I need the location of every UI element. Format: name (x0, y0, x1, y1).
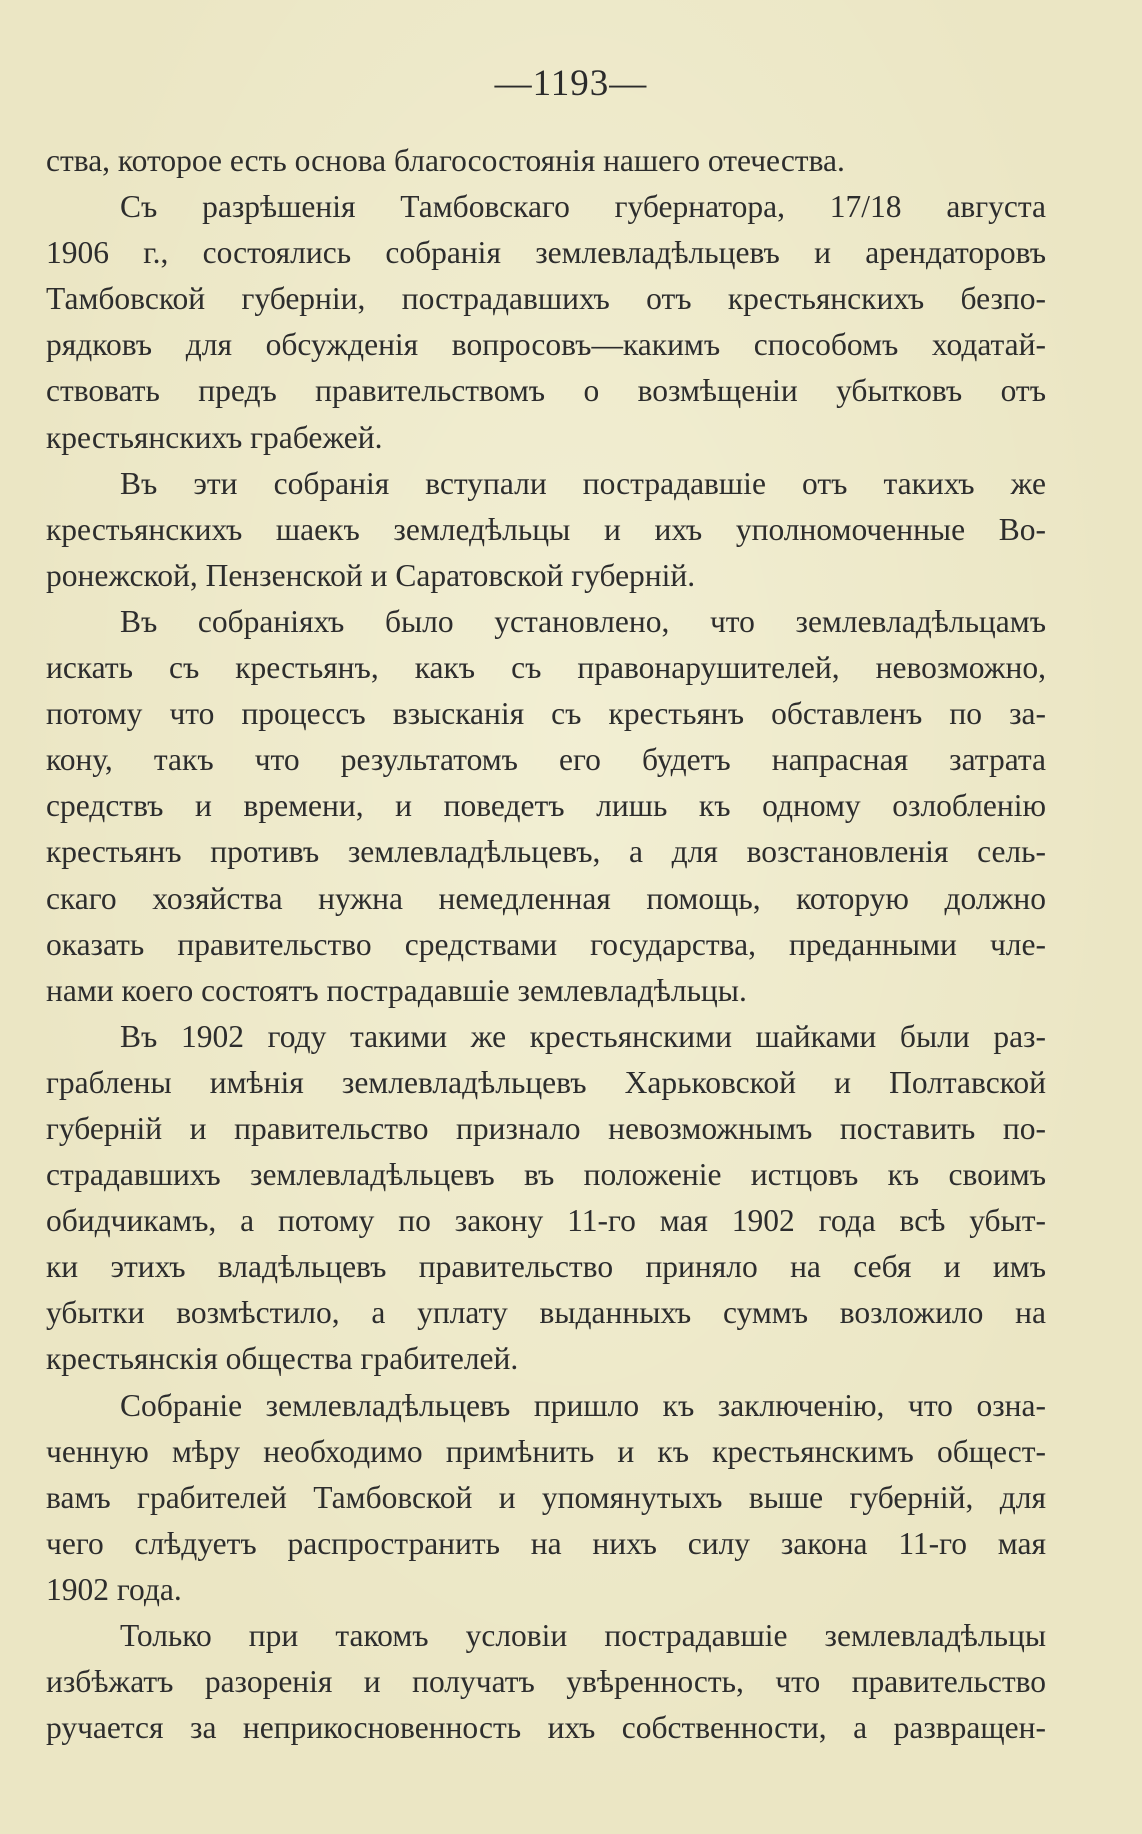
text-line: ствовать предъ правительствомъ о возмѣщеніи убытковъ отъ (46, 373, 1046, 409)
text-line: крестьянскихъ грабежей. (46, 419, 383, 455)
text-line: ства, которое есть основа благосостоянія нашего отечества. (46, 143, 845, 178)
text-line: крестьянскія общества грабителей. (46, 1341, 519, 1377)
text-line: граблены имѣнія землевладѣльцевъ Харьковской и Полтавской (46, 1064, 1046, 1100)
text-line: потому что процессъ взысканія съ крестьянъ обставленъ по за- (46, 696, 1046, 732)
text-line: 1902 года. (46, 1571, 182, 1607)
text-line: средствъ и времени, и поведетъ лишь къ одному озлобленію (46, 788, 1046, 824)
text-line: Собраніе землевладѣльцевъ пришло къ заключенію, что озна- (120, 1387, 1046, 1423)
text-line: чего слѣдуетъ распространить на нихъ силу закона 11-го мая (46, 1525, 1046, 1561)
text-line: оказать правительство средствами государства, преданными чле- (46, 926, 1046, 962)
text-line: обидчикамъ, а потому по закону 11-го мая 1902 года всѣ убыт- (46, 1203, 1046, 1239)
text-line: ченную мѣру необходимо примѣнить и къ крестьянскимъ общест- (46, 1433, 1046, 1469)
text-line: ронежской, Пензенской и Саратовской губерній. (46, 557, 696, 593)
text-line: крестьянскихъ шаекъ земледѣльцы и ихъ уполномоченные Во- (46, 511, 1046, 547)
text-line: кону, такъ что результатомъ его будетъ напрасная затрата (46, 742, 1046, 778)
text-line: скаго хозяйства нужна немедленная помощь, которую должно (46, 880, 1046, 916)
text-line: Въ 1902 году такими же крестьянскими шайками были раз- (120, 1018, 1046, 1054)
text-line: ручается за неприкосновенность ихъ собственности, а развращен- (46, 1710, 1046, 1746)
text-line: 1906 г., состоялись собранія землевладѣльцевъ и арендаторовъ (46, 235, 1046, 271)
text-line: нами коего состоятъ пострадавшіе землевладѣльцы. (46, 972, 747, 1008)
text-line: Съ разрѣшенія Тамбовскаго губернатора, 17/18 августа (120, 189, 1046, 225)
text-line: губерній и правительство признало невозможнымъ поставить по- (46, 1110, 1046, 1146)
text-line: убытки возмѣстило, а уплату выданныхъ суммъ возложило на (46, 1295, 1046, 1331)
text-line: рядковъ для обсужденія вопросовъ—какимъ способомъ ходатай- (46, 327, 1046, 363)
text-line: Въ собраніяхъ было установлено, что землевладѣльцамъ (120, 603, 1046, 639)
text-line: избѣжатъ разоренія и получатъ увѣренность, что правительство (46, 1664, 1046, 1700)
text-line: Только при такомъ условіи пострадавшіе землевладѣльцы (120, 1618, 1046, 1653)
text-line: искать съ крестьянъ, какъ съ правонарушителей, невозможно, (46, 650, 1046, 686)
text-line: страдавшихъ землевладѣльцевъ въ положеніе истцовъ къ своимъ (46, 1157, 1046, 1193)
body-text (46, 138, 1046, 1751)
text-line: Тамбовской губерніи, пострадавшихъ отъ крестьянскихъ безпо- (46, 281, 1046, 317)
text-line: Въ эти собранія вступали пострадавшіе отъ такихъ же (120, 465, 1046, 501)
page-number: —1193— (494, 63, 648, 104)
text-line: ки этихъ владѣльцевъ правительство приняло на себя и имъ (46, 1249, 1046, 1285)
text-line: вамъ грабителей Тамбовской и упомянутыхъ выше губерній, для (46, 1479, 1046, 1515)
text-line: крестьянъ противъ землевладѣльцевъ, а для возстановленія сель- (46, 834, 1046, 870)
